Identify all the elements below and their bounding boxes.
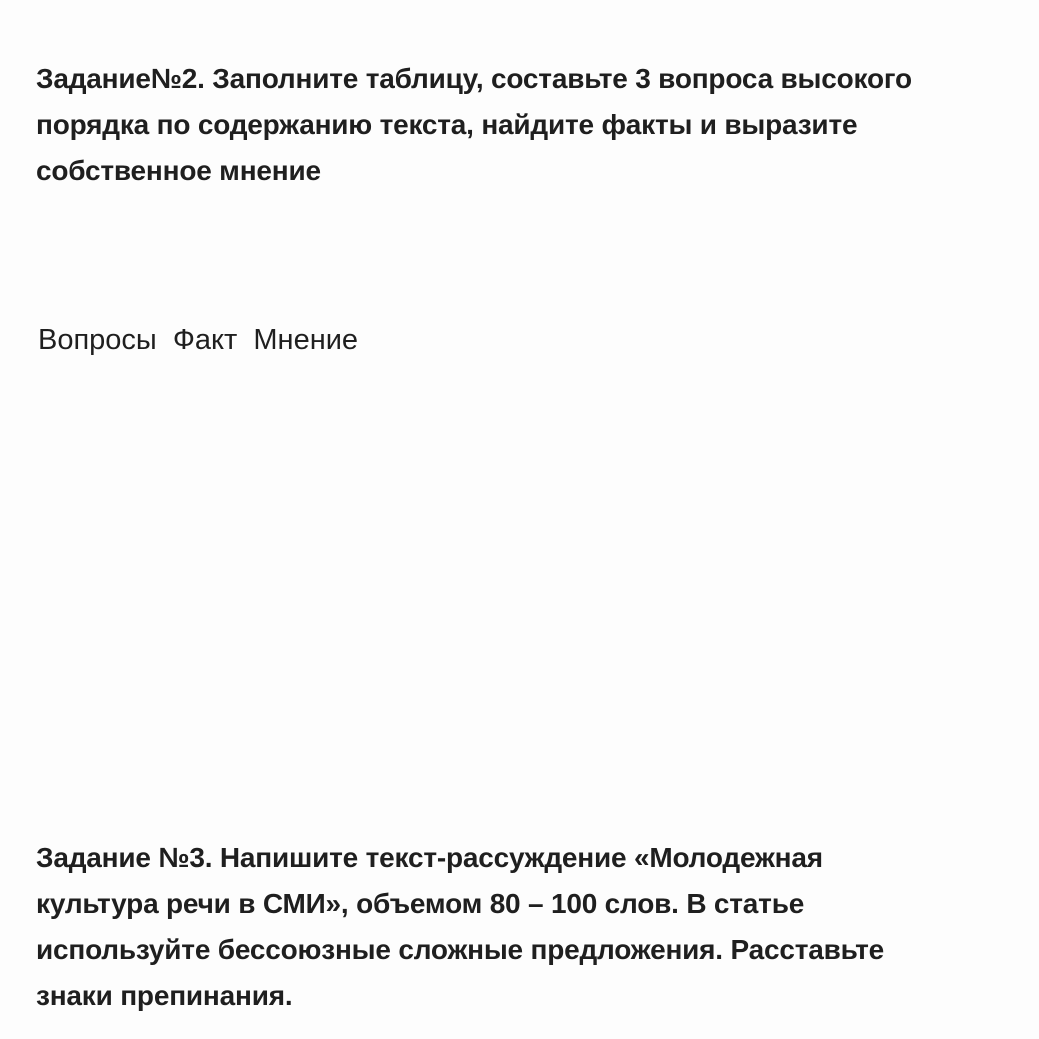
- table-header-row: [38, 318, 358, 362]
- column-header-opinion: Мнение: [253, 324, 359, 356]
- column-header-fact: Факт: [172, 324, 238, 356]
- task-2-instructions: Задание№2. Заполните таблицу, составьте 3 вопроса высокого порядка по содержанию текста, найдите факты и выразите собственное мнение: [36, 63, 912, 186]
- task-3-instructions: Задание №3. Напишите текст-рассуждение «Молодежная культура речи в СМИ», объемом 80 – 100 слов. В статье используйте бессоюзные сложные предложения. Расставьте знаки препинания.: [36, 842, 885, 1011]
- column-header-questions: Вопросы: [38, 324, 157, 356]
